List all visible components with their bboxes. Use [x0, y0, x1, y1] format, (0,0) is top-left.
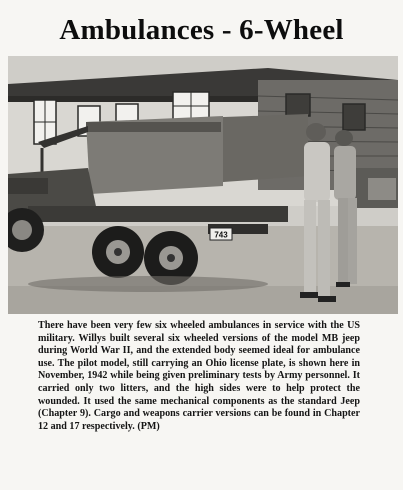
page-title: Ambulances - 6-Wheel	[59, 14, 344, 46]
photo-caption: There have been very few six wheeled ambulances in service with the US military. Willys built several six wheeled versions of the model MB jeep during World War II, and the extended body seemed ideal for ambulance use. The pilot model, still carrying an Ohio license plate, is shown here in November, 1942 while being given preliminary tests by Army personnel. It carried only two litters, and the high sides were to help protect the wounded. It used the same mechanical components as the standard Jeep (Chapter 9). Cargo and weapons carrier versions can be found in Chapter 12 and 17 respectively. (PM)	[38, 320, 360, 432]
photo-illustration	[8, 56, 398, 314]
photo-six-wheel-ambulance-jeep	[8, 56, 398, 314]
license-plate-number: 743	[214, 230, 228, 240]
